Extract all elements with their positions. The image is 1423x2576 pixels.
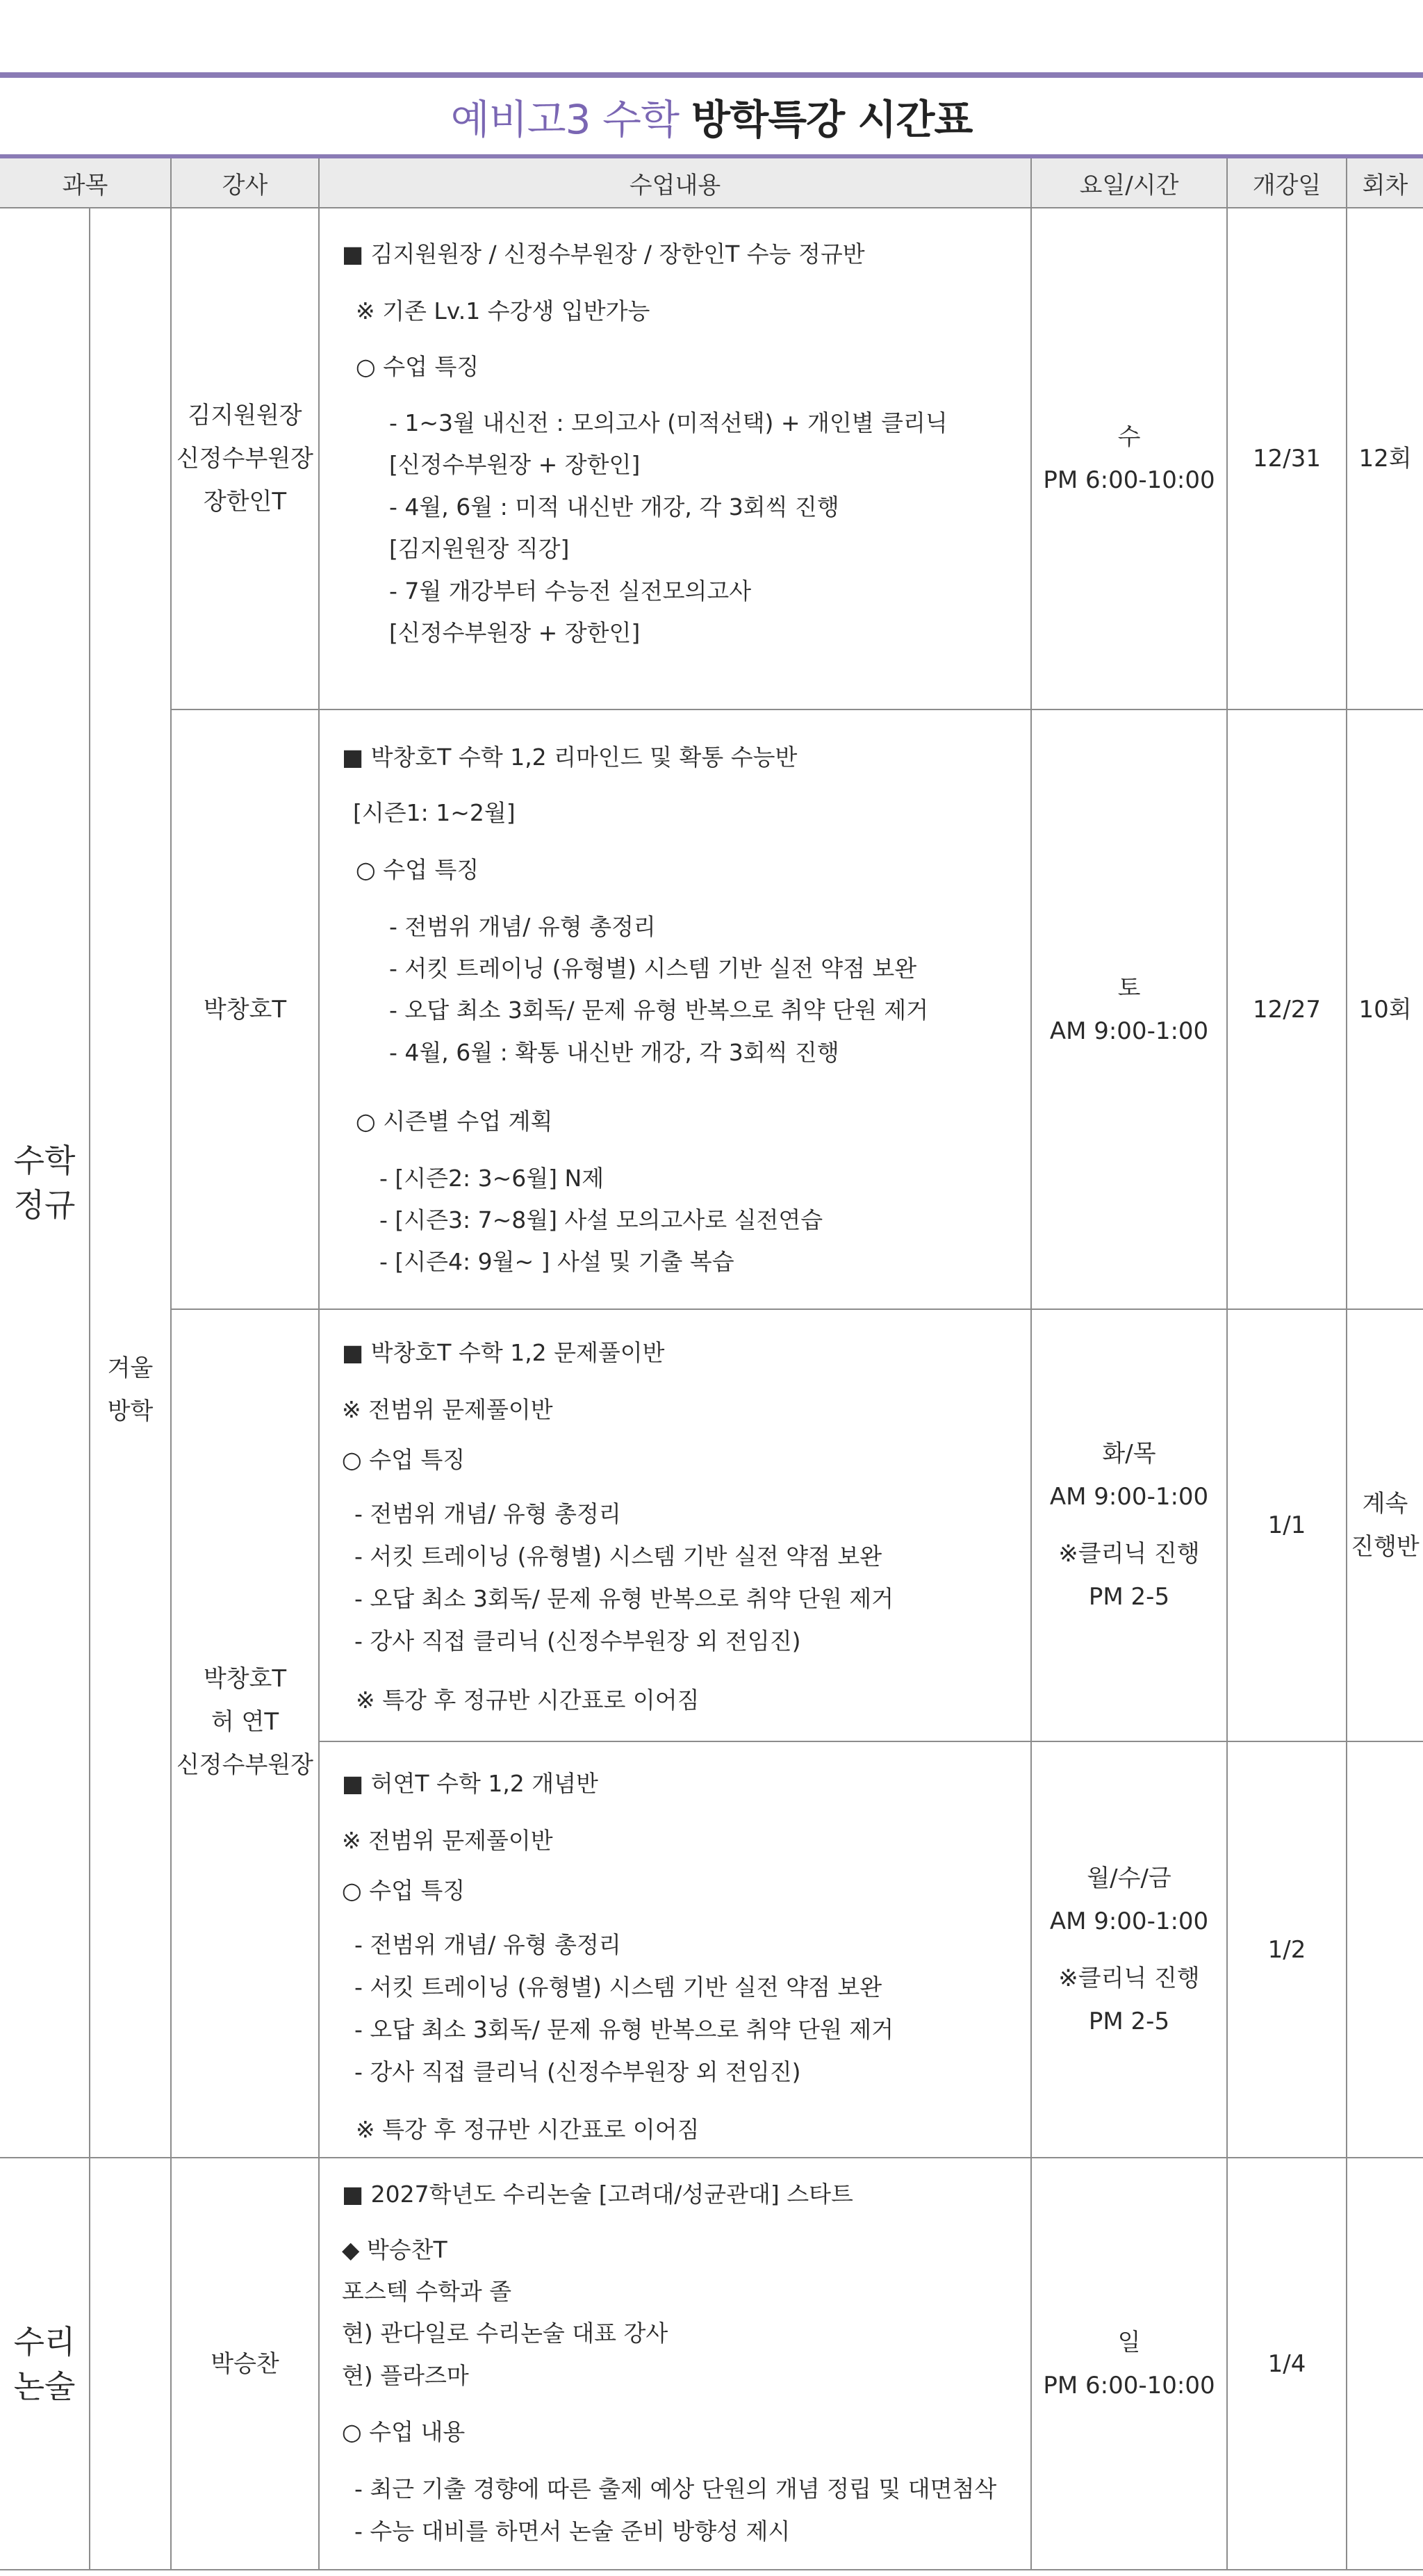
teacher-cell bbox=[172, 710, 318, 1308]
content-line: [시즌1: 1~2월] bbox=[353, 799, 516, 826]
sessions-cell bbox=[1347, 1310, 1423, 1741]
teacher-name: 박승찬 bbox=[211, 2349, 279, 2378]
content-line: - 서킷 트레이닝 (유형별) 시스템 기반 실전 약점 보완 bbox=[354, 1974, 882, 2001]
content-line: ◆ 박승찬T bbox=[342, 2236, 447, 2263]
content-line: - 오답 최소 3회독/ 문제 유형 반복으로 취약 단원 제거 bbox=[354, 2016, 894, 2043]
header-subject: 과목 bbox=[0, 158, 170, 207]
subject-line: 방학 bbox=[107, 1397, 154, 1425]
start-date-cell bbox=[1228, 2158, 1346, 2569]
sessions-count: 12회 bbox=[1358, 445, 1412, 473]
content-line: ※ 기존 Lv.1 수강생 입반가능 bbox=[356, 297, 650, 325]
header-separator bbox=[1226, 158, 1228, 207]
start-date-cell bbox=[1228, 710, 1346, 1308]
content-line: ■ 김지원원장 / 신정수부원장 / 장한인T 수능 정규반 bbox=[342, 240, 865, 268]
schedule-line: 수 bbox=[1117, 423, 1141, 451]
content-line: ※ 전범위 문제풀이반 bbox=[342, 1827, 553, 1854]
teacher-name: 박창호T bbox=[203, 995, 287, 1024]
sessions-cell bbox=[1347, 710, 1423, 1308]
schedule-cell bbox=[1032, 208, 1226, 709]
schedule-line: AM 9:00-1:00 bbox=[1049, 1907, 1209, 1935]
subject-line: 논술 bbox=[13, 2367, 76, 2405]
content-line: - 오답 최소 3회독/ 문제 유형 반복으로 취약 단원 제거 bbox=[354, 1585, 894, 1612]
sessions-count: 진행반 bbox=[1351, 1533, 1420, 1561]
header-separator bbox=[170, 158, 172, 207]
header-teacher: 강사 bbox=[172, 158, 318, 207]
content-line: ■ 2027학년도 수리논술 [고려대/성균관대] 스타트 bbox=[342, 2181, 853, 2208]
content-line: ○ 수업 내용 bbox=[342, 2418, 466, 2445]
header-sessions: 회차 bbox=[1347, 158, 1423, 207]
start-date-cell bbox=[1228, 208, 1346, 709]
content-line: ○ 수업 특징 bbox=[342, 1877, 466, 1904]
teacher-name: 허 연T bbox=[211, 1708, 279, 1736]
content-line: - [시즌4: 9월~ ] 사설 및 기출 복습 bbox=[379, 1248, 734, 1275]
sessions-count: 10회 bbox=[1358, 995, 1412, 1024]
content-line: 포스텍 수학과 졸 bbox=[342, 2278, 512, 2305]
schedule-line: PM 6:00-10:00 bbox=[1043, 2371, 1215, 2399]
title-rest: 방학특강 시간표 bbox=[691, 96, 973, 143]
schedule-line: 월/수/금 bbox=[1087, 1864, 1171, 1892]
sessions-cell bbox=[1347, 208, 1423, 709]
schedule-line: ※클리닉 진행 bbox=[1058, 1540, 1200, 1568]
teacher-name: 장한인T bbox=[203, 488, 287, 516]
content-line: - 7월 개강부터 수능전 실전모의고사 bbox=[389, 577, 752, 605]
subject-math-regular bbox=[0, 208, 89, 2157]
content-line: - 전범위 개념/ 유형 총정리 bbox=[389, 913, 656, 940]
schedule-cell bbox=[1032, 710, 1226, 1308]
teacher-name: 박창호T bbox=[203, 1665, 287, 1693]
schedule-line: AM 9:00-1:00 bbox=[1049, 1017, 1209, 1045]
subject-line: 수학 bbox=[13, 1142, 76, 1179]
schedule-line: PM 6:00-10:00 bbox=[1043, 466, 1215, 494]
start-date: 12/31 bbox=[1253, 445, 1321, 473]
content-line: - 1~3월 내신전 : 모의고사 (미적선택) + 개인별 클리닉 bbox=[389, 409, 948, 436]
schedule-line: ※클리닉 진행 bbox=[1058, 1964, 1200, 1992]
content-line: 현) 관다일로 수리논술 대표 강사 bbox=[342, 2320, 668, 2347]
content-line: 현) 플라즈마 bbox=[342, 2362, 469, 2389]
header-content: 수업내용 bbox=[320, 158, 1030, 207]
start-date: 1/2 bbox=[1267, 1935, 1306, 1964]
schedule-cell bbox=[1032, 1310, 1226, 1741]
content-line: ○ 수업 특징 bbox=[356, 353, 479, 380]
content-line: - [시즌3: 7~8월] 사설 모의고사로 실전연습 bbox=[379, 1206, 823, 1233]
start-date: 1/1 bbox=[1267, 1511, 1306, 1539]
header-separator bbox=[1346, 158, 1347, 207]
schedule-line: PM 2-5 bbox=[1088, 1583, 1170, 1611]
teacher-cell bbox=[172, 2158, 318, 2569]
content-line: ※ 특강 후 정규반 시간표로 이어짐 bbox=[356, 1687, 700, 1714]
content-line: - 수능 대비를 하면서 논술 준비 방향성 제시 bbox=[354, 2518, 791, 2545]
content-line: - 4월, 6월 : 미적 내신반 개강, 각 3회씩 진행 bbox=[389, 493, 839, 520]
subject-line: 겨울 bbox=[107, 1354, 154, 1382]
schedule-line: 화/목 bbox=[1102, 1440, 1156, 1468]
content-line: - 전범위 개념/ 유형 총정리 bbox=[354, 1931, 621, 1958]
title-top-rule bbox=[0, 72, 1423, 78]
content-line: - 서킷 트레이닝 (유형별) 시스템 기반 실전 약점 보완 bbox=[354, 1543, 882, 1570]
subject-line: 수리 bbox=[13, 2322, 76, 2361]
subject-math-essay bbox=[0, 2158, 89, 2569]
schedule-line: 일 bbox=[1117, 2328, 1141, 2356]
content-line: ※ 전범위 문제풀이반 bbox=[342, 1396, 553, 1423]
title-accent: 예비고3 수학 bbox=[450, 96, 680, 143]
teacher-cell bbox=[172, 208, 318, 709]
content-line: ○ 수업 특징 bbox=[342, 1446, 466, 1473]
content-line: [신정수부원장 + 장한인] bbox=[389, 619, 641, 646]
content-line: - 강사 직접 클리닉 (신정수부원장 외 전임진) bbox=[354, 2058, 801, 2085]
schedule-line: 토 bbox=[1117, 974, 1141, 1002]
schedule-cell bbox=[1032, 2158, 1226, 2569]
header-separator bbox=[1030, 158, 1032, 207]
start-date: 1/4 bbox=[1267, 2349, 1306, 2378]
class-content bbox=[320, 208, 1030, 709]
class-content bbox=[320, 1742, 1030, 2157]
class-content bbox=[320, 1310, 1030, 1741]
schedule-line: AM 9:00-1:00 bbox=[1049, 1483, 1209, 1511]
content-line: ○ 수업 특징 bbox=[356, 856, 479, 883]
schedule-cell bbox=[1032, 1742, 1226, 2157]
teacher-group bbox=[172, 1657, 318, 1787]
teacher-name: 신정수부원장 bbox=[176, 445, 314, 473]
subject-winter-break bbox=[90, 1320, 170, 1459]
header-schedule: 요일/시간 bbox=[1032, 158, 1226, 207]
schedule-line: PM 2-5 bbox=[1088, 2007, 1170, 2035]
content-line: ■ 허연T 수학 1,2 개념반 bbox=[342, 1770, 598, 1797]
content-line: - 4월, 6월 : 확통 내신반 개강, 각 3회씩 진행 bbox=[389, 1039, 839, 1066]
teacher-name: 신정수부원장 bbox=[176, 1751, 314, 1779]
sessions-count: 계속 bbox=[1362, 1490, 1408, 1518]
start-date: 12/27 bbox=[1253, 995, 1321, 1024]
content-line: - 최근 기출 경향에 따른 출제 예상 단원의 개념 정립 및 대면첨삭 bbox=[354, 2475, 997, 2502]
content-line: - 강사 직접 클리닉 (신정수부원장 외 전임진) bbox=[354, 1627, 801, 1655]
header-start-date: 개강일 bbox=[1228, 158, 1346, 207]
table-bottom-border bbox=[0, 2569, 1423, 2570]
content-line: - [시즌2: 3~6월] N제 bbox=[379, 1165, 604, 1192]
teacher-cell bbox=[172, 1310, 318, 2157]
content-line: [신정수부원장 + 장한인] bbox=[389, 451, 641, 478]
header-separator bbox=[318, 158, 320, 207]
class-content bbox=[320, 2158, 1030, 2569]
content-line: ■ 박창호T 수학 1,2 리마인드 및 확통 수능반 bbox=[342, 744, 798, 771]
start-date-cell bbox=[1228, 1310, 1346, 1741]
subject-line: 정규 bbox=[13, 1186, 76, 1224]
content-line: [김지원원장 직강] bbox=[389, 535, 570, 562]
content-line: - 오답 최소 3회독/ 문제 유형 반복으로 취약 단원 제거 bbox=[389, 996, 928, 1024]
start-date-cell bbox=[1228, 1742, 1346, 2157]
content-line: - 전범위 개념/ 유형 총정리 bbox=[354, 1500, 621, 1527]
content-line: - 서킷 트레이닝 (유형별) 시스템 기반 실전 약점 보완 bbox=[389, 955, 917, 982]
class-content bbox=[320, 710, 1030, 1308]
content-line: ■ 박창호T 수학 1,2 문제풀이반 bbox=[342, 1339, 665, 1366]
teacher-name: 김지원원장 bbox=[188, 402, 302, 429]
page-title bbox=[0, 78, 1423, 154]
content-line: ○ 시즌별 수업 계획 bbox=[356, 1108, 553, 1135]
content-line: ※ 특강 후 정규반 시간표로 이어짐 bbox=[356, 2116, 700, 2143]
